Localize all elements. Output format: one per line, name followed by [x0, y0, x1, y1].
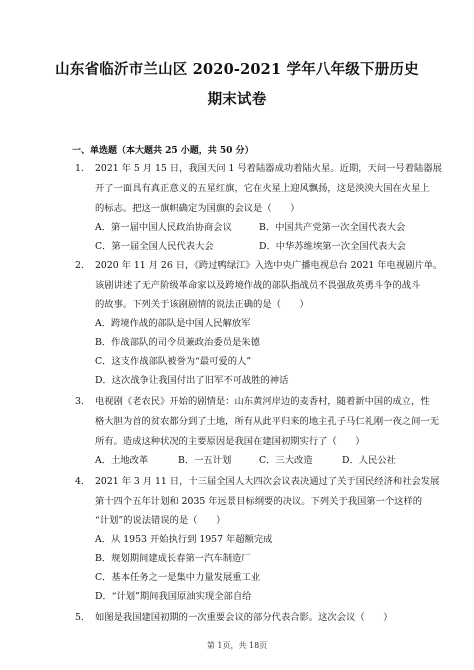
question-stem-line: 第十四个五年计划和 2035 年远景目标纲要的决议。下列关于我国第一个这样的	[95, 496, 423, 507]
question-stem-line: 开了一面具有真正意义的五星红旗，它在火星上迎风飘扬，这是泱泱大国在火星上	[95, 183, 430, 194]
option-b: B．一五计划	[178, 455, 232, 466]
option-b: B．作战部队的司令员兼政治委员是朱德	[95, 337, 260, 348]
question-number: 5.	[75, 612, 84, 623]
option-d: D．这次战争让我国付出了旧军不可战胜的神话	[95, 375, 289, 386]
option-a: A．从 1953 开始执行到 1957 年超额完成	[95, 534, 273, 545]
option-b: B．中国共产党第一次全国代表大会	[259, 222, 406, 233]
question-stem-line: 2021 年 3 月 11 日，十三届全国人大四次会议表决通过了关于国民经济和社会发展	[95, 476, 440, 487]
question-stem-line: 2020 年 11 月 26 日，《跨过鸭绿江》入选中央广播电视总台 2021 年电视剧片单。	[95, 260, 443, 271]
option-c: C．这支作战部队被誉为“最可爱的人”	[95, 356, 252, 367]
question-stem-line: 的故事。下列关于该剧剧情的说法正确的是（ ）	[95, 299, 309, 310]
option-d: D．“计划”期间我国原油实现全部自给	[95, 591, 252, 602]
option-a: A．跨境作战的部队是中国人民解放军	[95, 318, 251, 329]
question-number: 4.	[75, 476, 84, 487]
question-stem-line: “计划”的说法错误的是（ ）	[95, 515, 226, 526]
option-d: D．中华苏维埃第一次全国代表大会	[259, 241, 406, 252]
section-heading: 一、单选题（本大题共 25 小题，共 50 分）	[72, 146, 254, 156]
option-c: C．三大改造	[259, 455, 313, 466]
question-stem-line: 格大胆为首的贫农都分到了土地，所有从此平归来的地主孔子马仁礼刚一夜之间一无	[95, 416, 439, 427]
question-number: 1.	[75, 163, 84, 174]
question-number: 3.	[75, 396, 84, 407]
question-stem-line: 如图是我国建国初期的一次重要会议的部分代表合影。这次会议（ ）	[95, 612, 393, 623]
question-stem-line: 的标志。把这一旗帜确定为国旗的会议是（ ）	[95, 203, 300, 214]
question-number: 2.	[75, 260, 84, 271]
question-stem-line: 电视剧《老农民》开始的剧情是：山东黄河岸边的麦香村，随着新中国的成立，性	[95, 396, 430, 407]
question-stem-line: 所有。造成这种状况的主要原因是我国在建国初期实行了（ ）	[95, 436, 365, 447]
document-title-line1: 山东省临沂市兰山区 2020-2021 学年八年级下册历史	[55, 61, 419, 78]
option-a: A．第一届中国人民政治协商会议	[95, 222, 232, 233]
option-c: C．基本任务之一是集中力量发展重工业	[95, 572, 261, 583]
question-stem-line: 该剧讲述了无产阶级革命家以及跨境作战的部队指战员不畏强敌英勇斗争的战斗	[95, 280, 421, 291]
document-title-line2: 期末试卷	[207, 91, 267, 108]
option-b: B．规划期间建成长春第一汽车制造厂	[95, 553, 251, 564]
page-footer: 第 1页，共 18页	[206, 641, 268, 650]
option-d: D．人民公社	[342, 455, 396, 466]
option-a: A．土地改革	[95, 455, 149, 466]
question-stem-line: 2021 年 5 月 15 日，我国天问 1 号着陆器成功着陆火星。近期，天问一号着陆器展	[95, 163, 442, 174]
option-c: C．第一届全国人民代表大会	[95, 241, 214, 252]
